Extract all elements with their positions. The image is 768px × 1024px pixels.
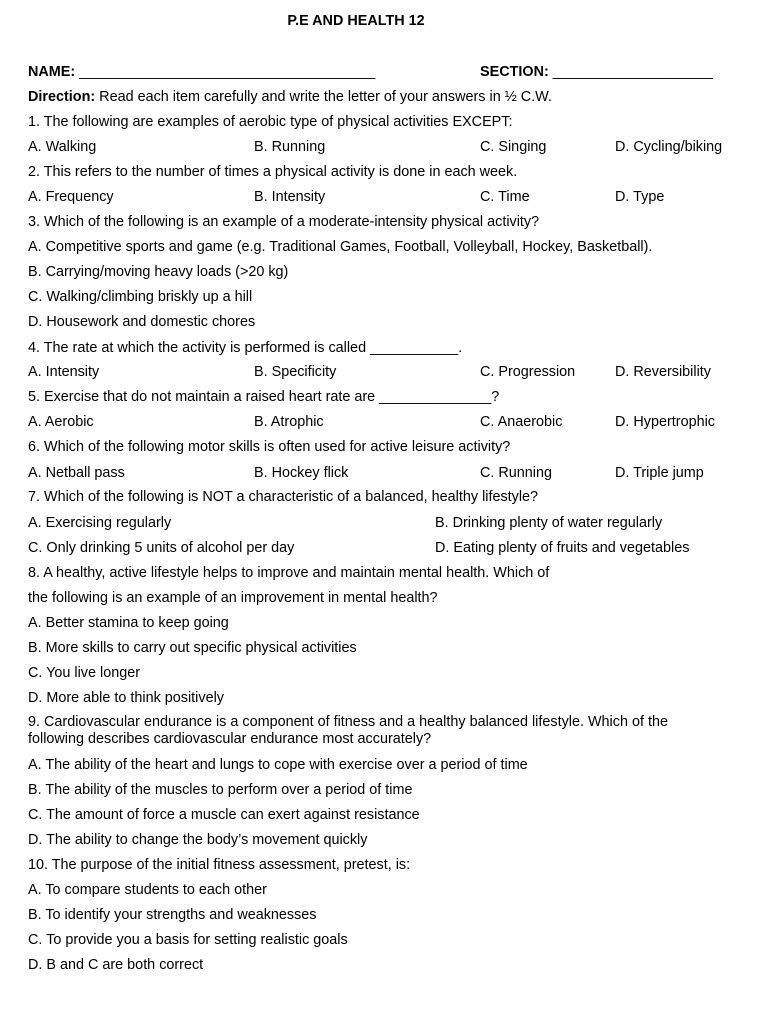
q10-option-d: D. B and C are both correct	[28, 957, 204, 973]
q2-option-a: A. Frequency	[28, 189, 114, 205]
q9-option-c: C. The amount of force a muscle can exert against resistance	[28, 807, 420, 823]
q2-option-d: D. Type	[615, 189, 665, 205]
q9-option-b: B. The ability of the muscles to perform over a period of time	[28, 782, 413, 798]
question-7: 7. Which of the following is NOT a characteristic of a balanced, healthy lifestyle?	[28, 489, 539, 505]
question-8-line-2: the following is an example of an improvement in mental health?	[28, 590, 438, 606]
name-blank: _____________________________________	[79, 64, 376, 80]
question-9: 9. Cardiovascular endurance is a component of fitness and a healthy balanced lifestyle. Which of the following describes cardiovascular endurance most accurately?	[28, 714, 668, 747]
name-label: NAME:	[28, 64, 76, 80]
q3-option-b: B. Carrying/moving heavy loads (>20 kg)	[28, 264, 289, 280]
q9-option-a: A. The ability of the heart and lungs to cope with exercise over a period of time	[28, 757, 528, 773]
q6-option-c: C. Running	[480, 465, 552, 481]
q4-option-c: C. Progression	[480, 364, 576, 380]
q10-option-b: B. To identify your strengths and weaknesses	[28, 907, 317, 923]
q7-option-a: A. Exercising regularly	[28, 515, 172, 531]
question-1: 1. The following are examples of aerobic type of physical activities EXCEPT:	[28, 114, 513, 130]
q6-option-a: A. Netball pass	[28, 465, 125, 481]
question-2: 2. This refers to the number of times a physical activity is done in each week.	[28, 164, 518, 180]
section-row	[480, 63, 713, 81]
section-label: SECTION:	[480, 64, 549, 80]
page-title: P.E AND HEALTH 12	[287, 13, 425, 29]
q1-option-d: D. Cycling/biking	[615, 139, 723, 155]
q3-option-d: D. Housework and domestic chores	[28, 314, 256, 330]
q6-option-b: B. Hockey flick	[254, 465, 349, 481]
q2-option-c: C. Time	[480, 189, 530, 205]
q1-option-c: C. Singing	[480, 139, 547, 155]
section-blank: ____________________	[552, 64, 713, 80]
question-3: 3. Which of the following is an example of a moderate-intensity physical activity?	[28, 214, 540, 230]
q10-option-a: A. To compare students to each other	[28, 882, 267, 898]
question-8-line-1: 8. A healthy, active lifestyle helps to improve and maintain mental health. Which of	[28, 565, 550, 581]
direction-label: Direction:	[28, 89, 96, 105]
q3-option-a: A. Competitive sports and game (e.g. Traditional Games, Football, Volleyball, Hockey, Basketball).	[28, 239, 653, 255]
q4-option-d: D. Reversibility	[615, 364, 711, 380]
q7-option-c: C. Only drinking 5 units of alcohol per day	[28, 540, 295, 556]
q1-option-b: B. Running	[254, 139, 326, 155]
q4-option-b: B. Specificity	[254, 364, 337, 380]
q8-option-c: C. You live longer	[28, 665, 141, 681]
q3-option-c: C. Walking/climbing briskly up a hill	[28, 289, 253, 305]
q2-option-b: B. Intensity	[254, 189, 326, 205]
q1-option-a: A. Walking	[28, 139, 97, 155]
name-row	[28, 63, 375, 81]
q5-option-b: B. Atrophic	[254, 414, 324, 430]
q7-option-b: B. Drinking plenty of water regularly	[435, 515, 663, 531]
q5-option-a: A. Aerobic	[28, 414, 94, 430]
q8-option-d: D. More able to think positively	[28, 690, 224, 706]
q8-option-a: A. Better stamina to keep going	[28, 615, 229, 631]
q6-option-d: D. Triple jump	[615, 465, 704, 481]
question-4: 4. The rate at which the activity is performed is called ___________.	[28, 340, 463, 356]
question-6: 6. Which of the following motor skills is often used for active leisure activity?	[28, 439, 511, 455]
direction-text: Read each item carefully and write the letter of your answers in ½ C.W.	[95, 89, 552, 105]
q5-option-c: C. Anaerobic	[480, 414, 563, 430]
direction	[28, 88, 552, 106]
q10-option-c: C. To provide you a basis for setting realistic goals	[28, 932, 348, 948]
q5-option-d: D. Hypertrophic	[615, 414, 715, 430]
q4-option-a: A. Intensity	[28, 364, 100, 380]
q9-option-d: D. The ability to change the body’s movement quickly	[28, 832, 368, 848]
q7-option-d: D. Eating plenty of fruits and vegetables	[435, 540, 690, 556]
question-10: 10. The purpose of the initial fitness assessment, pretest, is:	[28, 857, 411, 873]
question-5: 5. Exercise that do not maintain a raised heart rate are ______________?	[28, 389, 500, 405]
q8-option-b: B. More skills to carry out specific physical activities	[28, 640, 357, 656]
